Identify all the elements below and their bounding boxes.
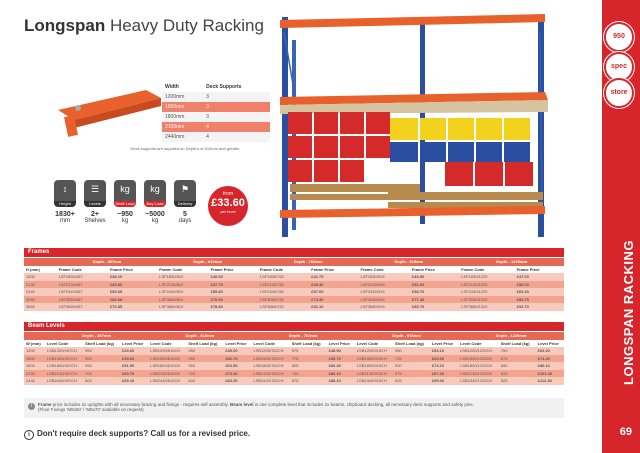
depth-header: Depth - 762mm (258, 258, 359, 266)
section-vertical-title: LONGSPAN RACKING (621, 240, 636, 385)
delivery-value: 5 days (178, 211, 192, 224)
frame-code-cell: LSF1830/762 (258, 273, 309, 281)
shelf-load-cell: 675 (393, 370, 430, 378)
frame-code-cell: LSF1830/610 (157, 273, 208, 281)
frames-column-row (24, 266, 564, 274)
frame-price-cell: £77.40 (410, 296, 459, 304)
frame-price-cell: £66.68 (108, 296, 157, 304)
delivery-icon: ⚑ Delivery (174, 180, 196, 206)
frame-code-cell: LSF2130/915 (359, 281, 410, 289)
info-circle-icon: i (24, 430, 34, 440)
level-price-cell: £74.25 (536, 355, 564, 363)
deck-width: 1500mm (162, 102, 203, 112)
col-price: Frame Price (515, 266, 564, 274)
deck-count: 3 (203, 92, 270, 102)
level-code-cell: LSB2440/457CH (45, 377, 83, 385)
frame-code-cell: LSF3050/610 (157, 296, 208, 304)
col-w: W (mm) (24, 340, 45, 348)
level-code-cell: LSB2130/915CH (355, 370, 393, 378)
shelf-load-cell: 950 (186, 355, 223, 363)
level-price-cell: £63.20 (536, 347, 564, 355)
level-price-cell: £73.30 (223, 370, 251, 378)
col-code: Level Code (148, 340, 186, 348)
frame-price-cell: £52.00 (410, 281, 459, 289)
deck-support-callout: i Don't require deck supports? Call us for a revised price. (24, 429, 250, 440)
frame-price-cell: £53.65 (108, 288, 157, 296)
frame-code-cell: LSF3050/762 (258, 296, 309, 304)
frame-code-cell: LSF1830/1220 (459, 273, 514, 281)
height-cell: 2440 (24, 288, 57, 296)
level-price-cell: £86.10 (536, 362, 564, 370)
level-price-cell: £69.10 (120, 377, 148, 385)
level-price-cell: £95.00 (430, 377, 458, 385)
frame-price-cell: £56.00 (515, 281, 564, 289)
racking-illustration (270, 12, 560, 240)
frame-price-cell: £81.10 (309, 303, 358, 311)
frames-table (24, 258, 564, 311)
shelf-load-icon: kg Shelf Load (114, 180, 136, 206)
deck-width: 1200mm (162, 92, 203, 102)
level-code-cell: LSB1500/1220CH (458, 355, 499, 363)
col-price: Level Price (120, 340, 148, 348)
level-price-cell: £48.50 (327, 347, 355, 355)
col-load: Shelf Load (kg) (499, 340, 536, 348)
frame-code-cell: LSF2440/915 (359, 288, 410, 296)
height-cell: 3050 (24, 296, 57, 304)
shelf-load-cell: 950 (393, 347, 430, 355)
col-price: Frame Price (209, 266, 258, 274)
bay-load-icon: kg Bay Load (144, 180, 166, 206)
level-price-cell: £80.10 (327, 370, 355, 378)
col-price: Level Price (536, 340, 564, 348)
frames-depth-row (24, 258, 564, 266)
col-code: Level Code (355, 340, 393, 348)
beam-closeup-illustration (56, 80, 164, 140)
frames-title: Frames (24, 248, 564, 257)
level-price-cell: £83.30 (223, 377, 251, 385)
frame-code-cell: LSF3660/610 (157, 303, 208, 311)
height-value: 1830+ mm (55, 211, 75, 224)
width-cell: 2130 (24, 370, 45, 378)
bay-load-value: ~5000 kg (145, 211, 165, 224)
shelf-load-cell: 950 (83, 362, 120, 370)
frame-code-cell: LSF2130/610 (157, 281, 208, 289)
table-row (24, 288, 564, 296)
frame-code-cell: LSF2130/1220 (459, 281, 514, 289)
shelf-load-cell: 700 (186, 370, 223, 378)
beams-depth-row (24, 332, 564, 340)
shelf-load-value: ~950 kg (117, 211, 133, 224)
frame-code-cell: LSF3660/457 (57, 303, 108, 311)
info-icon: i (28, 403, 35, 410)
frame-price-cell: £40.60 (209, 273, 258, 281)
width-cell: 2440 (24, 377, 45, 385)
table-row (24, 377, 564, 385)
deck-count: 3 (203, 102, 270, 112)
width-cell: 1800 (24, 362, 45, 370)
spec-badge-icon: spec (604, 52, 634, 82)
depth-header: Depth - 457mm (45, 332, 148, 340)
level-code-cell: LSB2130/457CH (45, 370, 83, 378)
frame-price-cell: £83.75 (515, 296, 564, 304)
height-cell: 2130 (24, 281, 57, 289)
depth-header: Depth - 610mm (157, 258, 258, 266)
level-code-cell: LSB1500/915CH (355, 355, 393, 363)
level-price-cell: £54.10 (430, 347, 458, 355)
col-price: Level Price (327, 340, 355, 348)
frame-price-cell: £41.75 (309, 273, 358, 281)
shelf-load-cell: 950 (83, 355, 120, 363)
frame-price-cell: £76.85 (108, 303, 157, 311)
width-cell: 1500 (24, 355, 45, 363)
frame-price-cell: £73.30 (309, 296, 358, 304)
width-header: Width (165, 84, 179, 90)
width-cell: 1200 (24, 347, 45, 355)
col-h: H (mm) (24, 266, 57, 274)
frame-price-cell: £70.90 (209, 296, 258, 304)
col-code: Frame Code (57, 266, 108, 274)
beams-table (24, 332, 564, 385)
frame-price-cell: £92.70 (515, 303, 564, 311)
frame-code-cell: LSF2130/762 (258, 281, 309, 289)
level-price-cell: £45.00 (223, 347, 251, 355)
depth-header: Depth - 610mm (148, 332, 251, 340)
deck-width: 2100mm (162, 122, 203, 132)
frame-price-cell: £65.40 (515, 288, 564, 296)
level-code-cell: LSB2130/762CH (252, 370, 290, 378)
col-load: Shelf Load (kg) (393, 340, 430, 348)
sidebar (602, 0, 640, 453)
shelf-load-cell: 600 (186, 377, 223, 385)
depth-header: Depth - 915mm (355, 332, 458, 340)
col-load: Shelf Load (kg) (290, 340, 327, 348)
level-code-cell: LSB1500/457CH (45, 355, 83, 363)
shelf-load-cell: 600 (83, 377, 120, 385)
level-price-cell: £87.20 (430, 370, 458, 378)
info-note: i Frame price includes 2x uprights with all necessary bracing and fixings - requires self assembly. Beam level is one complete level that includes 2x beams, chipboard decking, all necessary deck supports and safety pins. (Floor Fixings 'M8x50' / 'M8x70' available on request) (24, 398, 564, 418)
page-title: Longspan Heavy Duty Racking (24, 16, 264, 35)
depth-header: Depth - 915mm (359, 258, 460, 266)
deck-supports-header: Deck Supports (206, 84, 242, 90)
shelf-load-cell: 950 (83, 347, 120, 355)
level-price-cell: £51.90 (120, 362, 148, 370)
level-price-cell: £63.50 (223, 362, 251, 370)
shelf-load-cell: 625 (499, 370, 536, 378)
table-row (24, 362, 564, 370)
table-row (24, 273, 564, 281)
shelf-load-cell: 575 (290, 377, 327, 385)
frame-price-cell: £58.70 (410, 288, 459, 296)
col-price: Frame Price (309, 266, 358, 274)
level-price-cell: £33.60 (120, 347, 148, 355)
table-row (24, 355, 564, 363)
table-row (24, 347, 564, 355)
level-code-cell: LSB1200/1220CH (458, 347, 499, 355)
depth-header: Depth - 1220mm (458, 332, 564, 340)
level-code-cell: LSB1200/457CH (45, 347, 83, 355)
frame-code-cell: LSF3660/915 (359, 303, 410, 311)
level-price-cell: £66.40 (327, 362, 355, 370)
shelf-load-cell: 975 (290, 347, 327, 355)
frame-price-cell: £45.80 (108, 281, 157, 289)
shelf-load-cell: 825 (290, 362, 327, 370)
page-number: 69 (619, 426, 632, 438)
levels-value: 2+ Shelves (84, 211, 106, 224)
level-code-cell: LSB2440/762CH (252, 377, 290, 385)
col-code: Frame Code (359, 266, 410, 274)
col-code: Frame Code (157, 266, 208, 274)
shelf-load-cell: 950 (186, 362, 223, 370)
level-code-cell: LSB2440/610CH (148, 377, 186, 385)
deck-width: 1800mm (162, 112, 203, 122)
frame-code-cell: LSF2440/457 (57, 288, 108, 296)
col-code: Level Code (45, 340, 83, 348)
level-code-cell: LSB2130/610CH (148, 370, 186, 378)
level-code-cell: LSB1800/610CH (148, 362, 186, 370)
height-cell: 3660 (24, 303, 57, 311)
beams-title: Beam Levels (24, 322, 564, 331)
level-price-cell: £52.75 (223, 355, 251, 363)
frame-code-cell: LSF2440/762 (258, 288, 309, 296)
frame-code-cell: LSF3050/915 (359, 296, 410, 304)
frame-price-cell: £85.70 (410, 303, 459, 311)
col-code: Level Code (252, 340, 290, 348)
shelf-load-cell: 675 (499, 355, 536, 363)
store-badge-icon: store (604, 78, 634, 108)
depth-header: Depth - 762mm (252, 332, 355, 340)
deck-width: 2440mm (162, 132, 203, 142)
level-price-cell: £88.10 (327, 377, 355, 385)
load-badge-icon: 950 (604, 22, 634, 52)
frame-code-cell: LSF1830/915 (359, 273, 410, 281)
level-code-cell: LSB1200/610CH (148, 347, 186, 355)
beams-column-row (24, 340, 564, 348)
col-price: Level Price (223, 340, 251, 348)
level-code-cell: LSB2130/1220CH (458, 370, 499, 378)
deck-count: 4 (203, 132, 270, 142)
frame-code-cell: LSF2130/457 (57, 281, 108, 289)
col-price: Level Price (430, 340, 458, 348)
col-load: Shelf Load (kg) (83, 340, 120, 348)
frame-price-cell: £78.80 (209, 303, 258, 311)
deck-note: Deck supports are supplied on Depth's of 610mm and greater (130, 146, 240, 151)
level-code-cell: LSB2440/915CH (355, 377, 393, 385)
col-price: Frame Price (410, 266, 459, 274)
depth-header: Depth - 1220mm (459, 258, 564, 266)
levels-icon: ☰ Levels (84, 180, 106, 206)
frame-code-cell: LSF3050/457 (57, 296, 108, 304)
level-code-cell: LSB1800/1220CH (458, 362, 499, 370)
level-code-cell: LSB1800/457CH (45, 362, 83, 370)
level-price-cell: £60.70 (120, 370, 148, 378)
shelf-load-cell: 900 (393, 362, 430, 370)
col-price: Frame Price (108, 266, 157, 274)
from-price-badge: from £33.60 per level (208, 186, 248, 226)
level-price-cell: £63.60 (430, 355, 458, 363)
frame-price-cell: £38.10 (108, 273, 157, 281)
frame-price-cell: £47.00 (515, 273, 564, 281)
frame-code-cell: LSF3660/762 (258, 303, 309, 311)
frame-price-cell: £55.80 (209, 288, 258, 296)
level-code-cell: LSB1200/762CH (252, 347, 290, 355)
table-row (24, 303, 564, 311)
depth-header: Depth - 457mm (57, 258, 158, 266)
frame-code-cell: LSF1830/457 (57, 273, 108, 281)
table-row (24, 296, 564, 304)
level-price-cell: £59.70 (327, 355, 355, 363)
frame-code-cell: LSF3660/1220 (459, 303, 514, 311)
level-price-cell: £39.60 (120, 355, 148, 363)
shelf-load-cell: 525 (499, 377, 536, 385)
level-price-cell: £74.10 (430, 362, 458, 370)
level-code-cell: LSB2440/1220CH (458, 377, 499, 385)
deck-support-table (162, 82, 270, 142)
height-cell: 1830 (24, 273, 57, 281)
level-price-cell: £101.30 (536, 370, 564, 378)
frame-code-cell: LSF2440/1220 (459, 288, 514, 296)
deck-count: 4 (203, 122, 270, 132)
shelf-load-cell: 950 (186, 347, 223, 355)
deck-count: 3 (203, 112, 270, 122)
frame-price-cell: £43.80 (410, 273, 459, 281)
shelf-load-cell: 775 (290, 355, 327, 363)
shelf-load-cell: 525 (393, 377, 430, 385)
frame-price-cell: £49.40 (309, 281, 358, 289)
frame-code-cell: LSF2440/610 (157, 288, 208, 296)
frame-price-cell: £47.75 (209, 281, 258, 289)
level-price-cell: £112.30 (536, 377, 564, 385)
frame-code-cell: LSF3050/1220 (459, 296, 514, 304)
level-code-cell: LSB1500/610CH (148, 355, 186, 363)
shelf-load-cell: 700 (290, 370, 327, 378)
col-code: Frame Code (258, 266, 309, 274)
shelf-load-cell: 750 (499, 347, 536, 355)
col-code: Frame Code (459, 266, 514, 274)
level-code-cell: LSB1800/762CH (252, 362, 290, 370)
shelf-load-cell: 700 (83, 370, 120, 378)
table-row (24, 370, 564, 378)
level-code-cell: LSB1500/762CH (252, 355, 290, 363)
col-load: Shelf Load (kg) (186, 340, 223, 348)
shelf-load-cell: 725 (393, 355, 430, 363)
shelf-load-cell: 690 (499, 362, 536, 370)
level-code-cell: LSB1800/915CH (355, 362, 393, 370)
height-icon: ↕ Height (54, 180, 76, 206)
col-code: Level Code (458, 340, 499, 348)
level-code-cell: LSB1200/915CH (355, 347, 393, 355)
frame-price-cell: £57.60 (309, 288, 358, 296)
table-row (24, 281, 564, 289)
